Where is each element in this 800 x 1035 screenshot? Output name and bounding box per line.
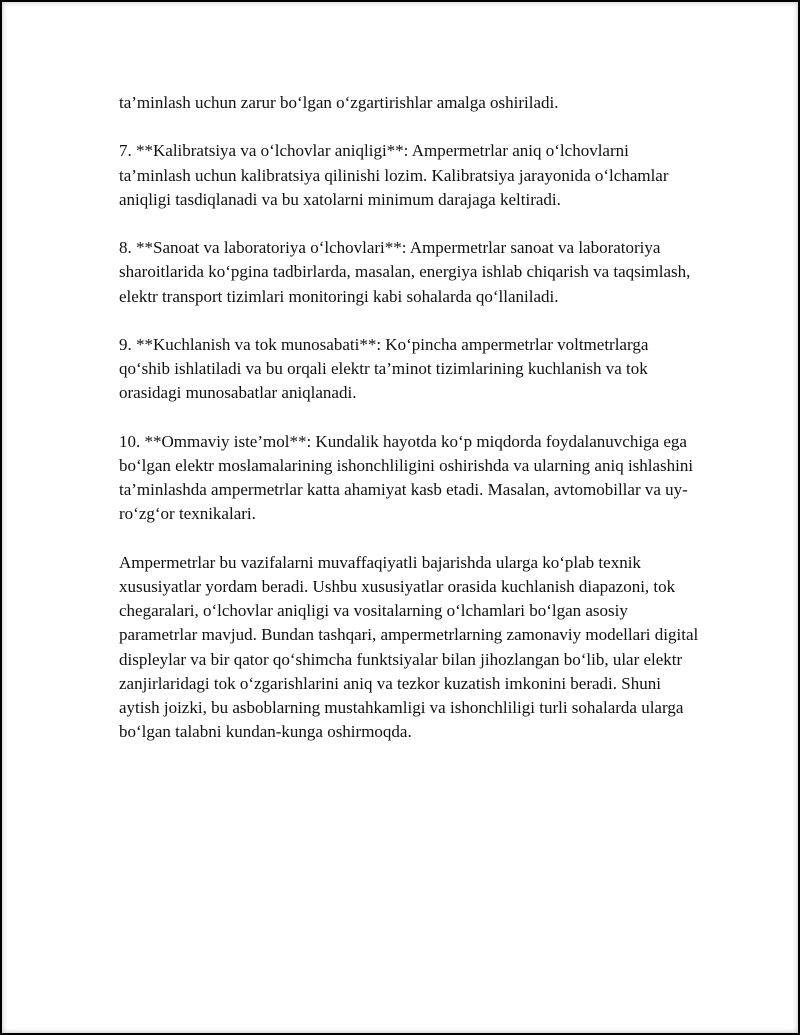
paragraph-item-10: 10. **Ommaviy iste’mol**: Kundalik hayotda ko‘p miqdorda foydalanuvchiga ega bo‘lgan elektr moslamalarining ishonchliligini oshirishda va ularning aniq ishlashini ta’minlashda ampermetrlar katta ahamiyat kasb etadi. Masalan, avtomobillar va uy-ro‘zg‘or texnikalari.: [119, 431, 694, 524]
paragraph-summary: Ampermetrlar bu vazifalarni muvaffaqiyatli bajarishda ularga ko‘plab texnik xususiyatlar yordam beradi. Ushbu xususiyatlar orasida kuchlanish diapazoni, tok chegaralari, o‘lchovlar aniqligi va vositalarning o‘lchamlari bo‘lgan asosiy parametrlar mavjud. Bundan tashqari, ampermetrlarning zamonaviy modellari digital displeylar va bir qator qo‘shimcha funktsiyalar bilan jihozlangan bo‘lib, ular elektr zanjirlaridagi tok o‘zgarishlarini aniq va tezkor kuzatish imkonini beradi. Shuni aytish joizki, bu asboblarning mustahkamligi va ishonchliligi turli sohalarda ularga bo‘lgan talabni kundan-kunga oshirmoqda.: [119, 552, 699, 742]
paragraph-item-8: 8. **Sanoat va laboratoriya o‘lchovlari**: Ampermetrlar sanoat va laboratoriya sharoitlarida ko‘pgina tadbirlarda, masalan, energiya ishlab chiqarish va taqsimlash, elektr transport tizimlari monitoringi kabi sohalarda qo‘llaniladi.: [119, 238, 691, 306]
document-body: [119, 91, 699, 769]
paragraph-item-9: 9. **Kuchlanish va tok munosabati**: Ko‘pincha ampermetrlar voltmetrlarga qo‘shib ishlatiladi va bu orqali elektr ta’minot tizimlarining kuchlanish va tok orasidagi munosabatlar aniqlanadi.: [119, 334, 649, 403]
paragraph-continuation: ta’minlash uchun zarur bo‘lgan o‘zgartirishlar amalga oshiriladi.: [119, 93, 559, 112]
paragraph-item-7: 7. **Kalibratsiya va o‘lchovlar aniqligi**: Ampermetrlar aniq o‘lchovlarni ta’minlash uchun kalibratsiya qilinishi lozim. Kalibratsiya jarayonida o‘lchamlar aniqligi tasdiqlanadi va bu xatolarni minimum darajaga keltiradi.: [119, 141, 669, 209]
